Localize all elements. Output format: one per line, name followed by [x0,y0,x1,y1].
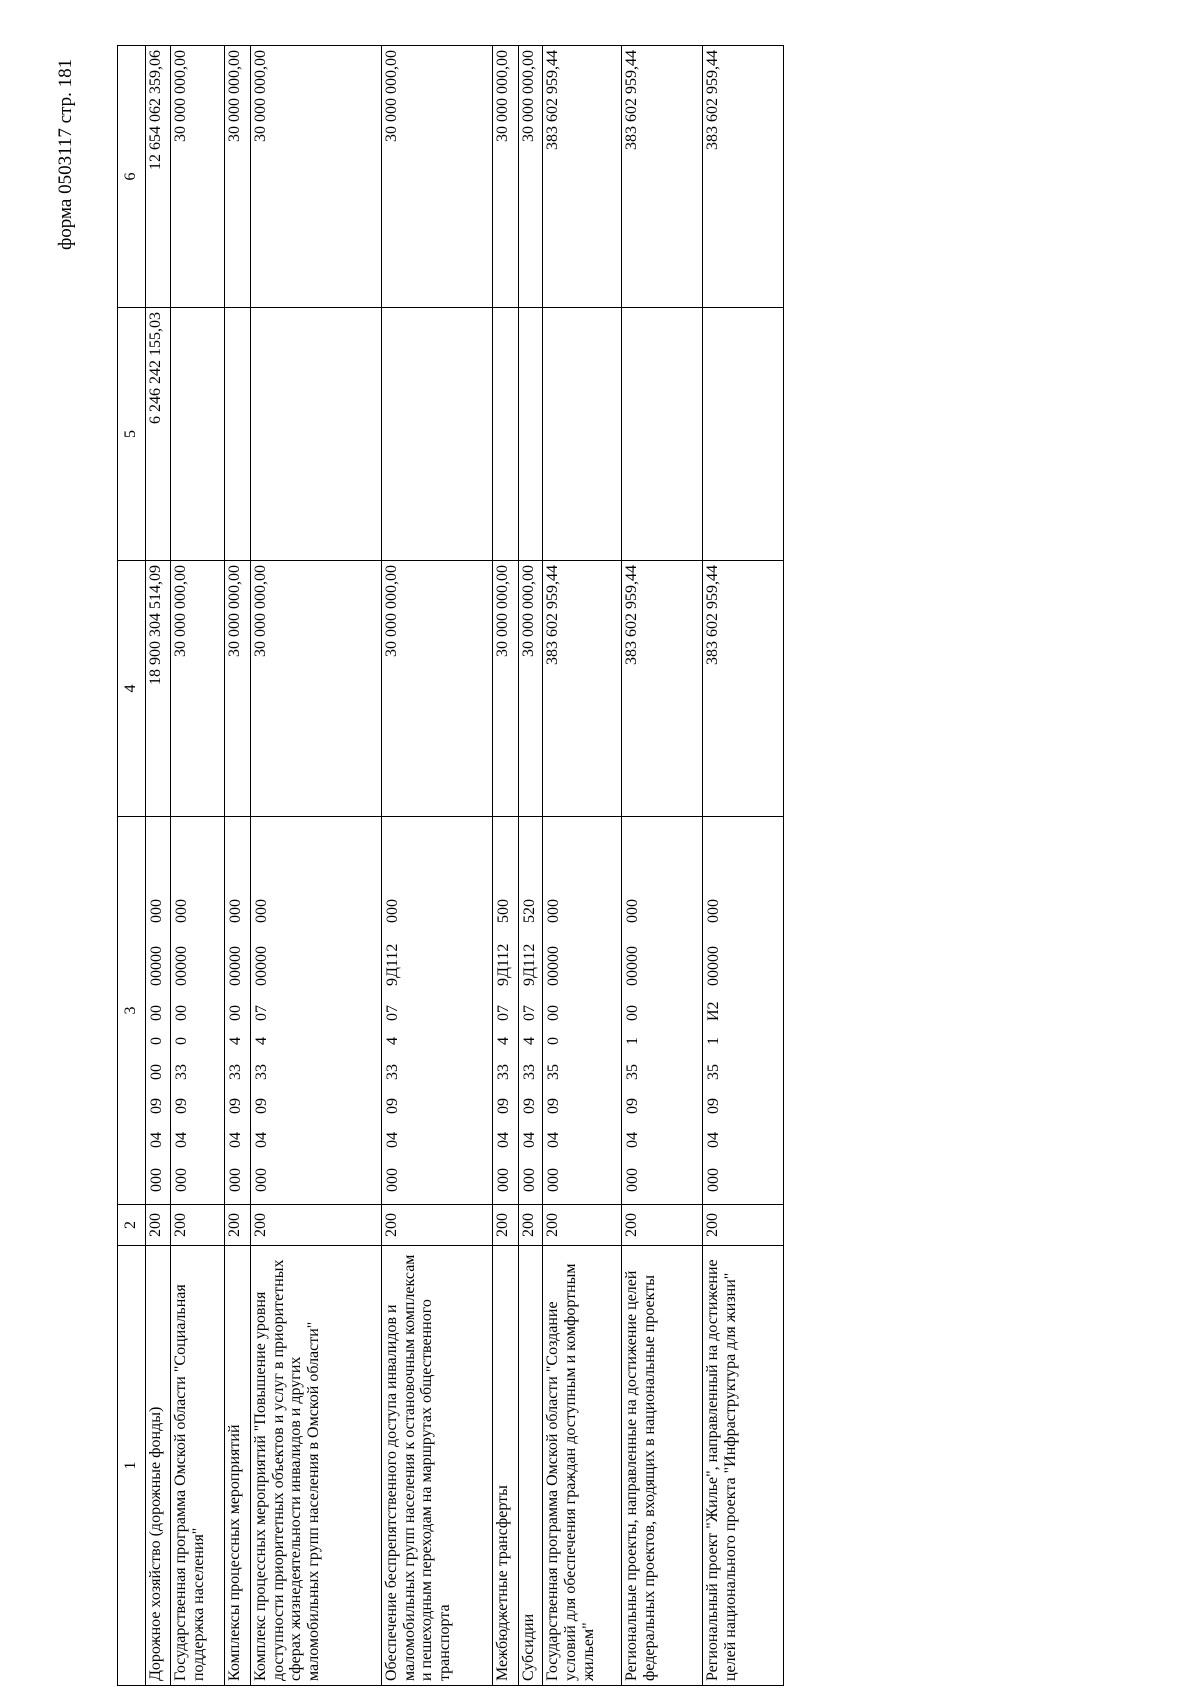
code-section: 04 [384,1132,402,1148]
code-expense-type: 000 [624,899,642,923]
row-name: Субсидии [518,1246,543,1686]
code-admin: 000 [624,1168,642,1192]
column-header-2: 2 [118,1205,146,1246]
row-line-code: 200 [171,1205,225,1246]
row-line-code: 200 [382,1205,492,1246]
table-row [171,46,225,1686]
row-unexecuted: 30 000 000,00 [492,46,518,308]
code-expense-type: 000 [705,899,723,923]
code-type: 1 [624,1037,642,1045]
row-name: Дорожное хозяйство (дорожные фонды) [146,1246,171,1686]
code-expense-type: 000 [148,899,166,923]
code-structure: И2 [705,1001,723,1021]
code-structure: 07 [520,1005,538,1021]
row-executed [518,308,543,561]
code-type: 4 [494,1037,512,1045]
code-section: 04 [624,1132,642,1148]
code-direction: 9Д112 [494,943,512,986]
code-type: 4 [252,1037,270,1045]
code-type: 4 [384,1037,402,1045]
row-approved: 383 602 959,44 [543,561,622,817]
code-structure: 00 [226,1005,244,1021]
column-header-6: 6 [118,46,146,308]
row-executed [250,308,381,561]
table-row [518,46,543,1686]
row-approved: 383 602 959,44 [703,561,784,817]
row-executed [492,308,518,561]
code-direction: 00000 [545,946,563,986]
row-unexecuted: 30 000 000,00 [171,46,225,308]
row-name: Комплекс процессных мероприятий "Повышение уровня доступности приоритетных объектов и услуг в приоритетных сферах жизнедеятельности инвалидов и других маломобильных групп населения в Омской области" [250,1246,381,1686]
budget-report-table [117,45,784,1686]
code-program: 33 [226,1064,244,1080]
code-structure: 07 [384,1005,402,1021]
row-line-code: 200 [518,1205,543,1246]
code-subsection: 09 [705,1098,723,1114]
code-direction: 00000 [252,946,270,986]
code-subsection: 09 [148,1098,166,1114]
column-number-row [118,46,146,1686]
row-approved: 383 602 959,44 [622,561,703,817]
row-executed [171,308,225,561]
code-section: 04 [252,1132,270,1148]
code-direction: 00000 [624,946,642,986]
row-classification-code [382,817,492,1205]
row-name: Обеспечение беспрепятственного доступа инвалидов и маломобильных групп населения к остановочным комплексам и пешеходным переходам на маршрутах общественного транспорта [382,1246,492,1686]
row-unexecuted: 383 602 959,44 [703,46,784,308]
code-structure: 00 [148,1005,166,1021]
code-subsection: 09 [173,1098,191,1114]
code-program: 33 [173,1064,191,1080]
code-subsection: 09 [520,1098,538,1114]
column-header-3: 3 [118,817,146,1205]
code-type: 0 [545,1037,563,1045]
code-section: 04 [705,1132,723,1148]
code-type: 0 [148,1037,166,1045]
row-line-code: 200 [622,1205,703,1246]
code-expense-type: 000 [545,899,563,923]
code-admin: 000 [226,1168,244,1192]
code-expense-type: 520 [520,899,538,923]
code-expense-type: 000 [226,899,244,923]
row-line-code: 200 [703,1205,784,1246]
code-type: 4 [520,1037,538,1045]
table-row [543,46,622,1686]
code-direction: 9Д112 [520,943,538,986]
table-row [224,46,250,1686]
code-subsection: 09 [226,1098,244,1114]
table-row [703,46,784,1686]
row-unexecuted: 30 000 000,00 [382,46,492,308]
code-expense-type: 000 [173,899,191,923]
code-structure: 00 [173,1005,191,1021]
row-name: Государственная программа Омской области "Социальная поддержка населения" [171,1246,225,1686]
row-unexecuted: 30 000 000,00 [224,46,250,308]
code-subsection: 09 [384,1098,402,1114]
row-line-code: 200 [224,1205,250,1246]
row-classification-code [703,817,784,1205]
code-program: 33 [384,1064,402,1080]
code-type: 0 [173,1037,191,1045]
code-admin: 000 [545,1168,563,1192]
rotated-table-wrapper [117,46,784,1686]
row-executed [543,308,622,561]
code-direction: 00000 [705,946,723,986]
row-unexecuted: 383 602 959,44 [622,46,703,308]
code-admin: 000 [494,1168,512,1192]
code-admin: 000 [705,1168,723,1192]
code-admin: 000 [173,1168,191,1192]
code-admin: 000 [148,1168,166,1192]
code-expense-type: 000 [384,899,402,923]
code-type: 4 [226,1037,244,1045]
row-unexecuted: 383 602 959,44 [543,46,622,308]
row-executed [224,308,250,561]
code-direction: 00000 [148,946,166,986]
code-section: 04 [545,1132,563,1148]
row-executed [703,308,784,561]
code-subsection: 09 [252,1098,270,1114]
column-header-5: 5 [118,308,146,561]
code-program: 35 [545,1064,563,1080]
code-program: 33 [252,1064,270,1080]
code-program: 33 [520,1064,538,1080]
code-subsection: 09 [624,1098,642,1114]
code-type: 1 [705,1037,723,1045]
column-header-4: 4 [118,561,146,817]
code-structure: 00 [545,1005,563,1021]
code-program: 33 [494,1064,512,1080]
row-approved: 30 000 000,00 [171,561,225,817]
code-section: 04 [494,1132,512,1148]
row-classification-code [224,817,250,1205]
form-code-header: форма 0503117 стр. 181 [55,58,76,250]
row-approved: 18 900 304 514,09 [146,561,171,817]
row-classification-code [622,817,703,1205]
table-row [492,46,518,1686]
row-unexecuted: 30 000 000,00 [250,46,381,308]
code-section: 04 [520,1132,538,1148]
row-executed: 6 246 242 155,03 [146,308,171,561]
row-classification-code [518,817,543,1205]
column-header-1: 1 [118,1246,146,1686]
table-row [146,46,171,1686]
row-name: Комплексы процессных мероприятий [224,1246,250,1686]
code-expense-type: 500 [494,899,512,923]
code-program: 35 [705,1064,723,1080]
row-name: Региональные проекты, направленные на достижение целей федеральных проектов, входящих в национальные проекты [622,1246,703,1686]
code-admin: 000 [252,1168,270,1192]
row-line-code: 200 [492,1205,518,1246]
code-program: 00 [148,1064,166,1080]
code-structure: 07 [252,1005,270,1021]
code-subsection: 09 [545,1098,563,1114]
row-line-code: 200 [543,1205,622,1246]
row-executed [622,308,703,561]
code-admin: 000 [384,1168,402,1192]
row-approved: 30 000 000,00 [492,561,518,817]
code-structure: 00 [624,1005,642,1021]
row-approved: 30 000 000,00 [224,561,250,817]
code-section: 04 [173,1132,191,1148]
row-approved: 30 000 000,00 [382,561,492,817]
row-approved: 30 000 000,00 [250,561,381,817]
row-name: Региональный проект "Жилье", направленный на достижение целей национального проекта "Инфраструктура для жизни" [703,1246,784,1686]
row-line-code: 200 [250,1205,381,1246]
code-subsection: 09 [494,1098,512,1114]
row-classification-code [171,817,225,1205]
code-direction: 00000 [173,946,191,986]
code-direction: 9Д112 [384,943,402,986]
row-name: Межбюджетные трансферты [492,1246,518,1686]
row-name: Государственная программа Омской области "Создание условий для обеспечения граждан доступным и комфортным жильем" [543,1246,622,1686]
code-expense-type: 000 [252,899,270,923]
row-classification-code [146,817,171,1205]
code-section: 04 [226,1132,244,1148]
code-admin: 000 [520,1168,538,1192]
table-row [250,46,381,1686]
row-line-code: 200 [146,1205,171,1246]
row-classification-code [492,817,518,1205]
code-program: 35 [624,1064,642,1080]
code-direction: 00000 [226,946,244,986]
table-row [622,46,703,1686]
row-unexecuted: 12 654 062 359,06 [146,46,171,308]
code-section: 04 [148,1132,166,1148]
row-unexecuted: 30 000 000,00 [518,46,543,308]
row-approved: 30 000 000,00 [518,561,543,817]
row-executed [382,308,492,561]
code-structure: 07 [494,1005,512,1021]
table-row [382,46,492,1686]
row-classification-code [543,817,622,1205]
row-classification-code [250,817,381,1205]
